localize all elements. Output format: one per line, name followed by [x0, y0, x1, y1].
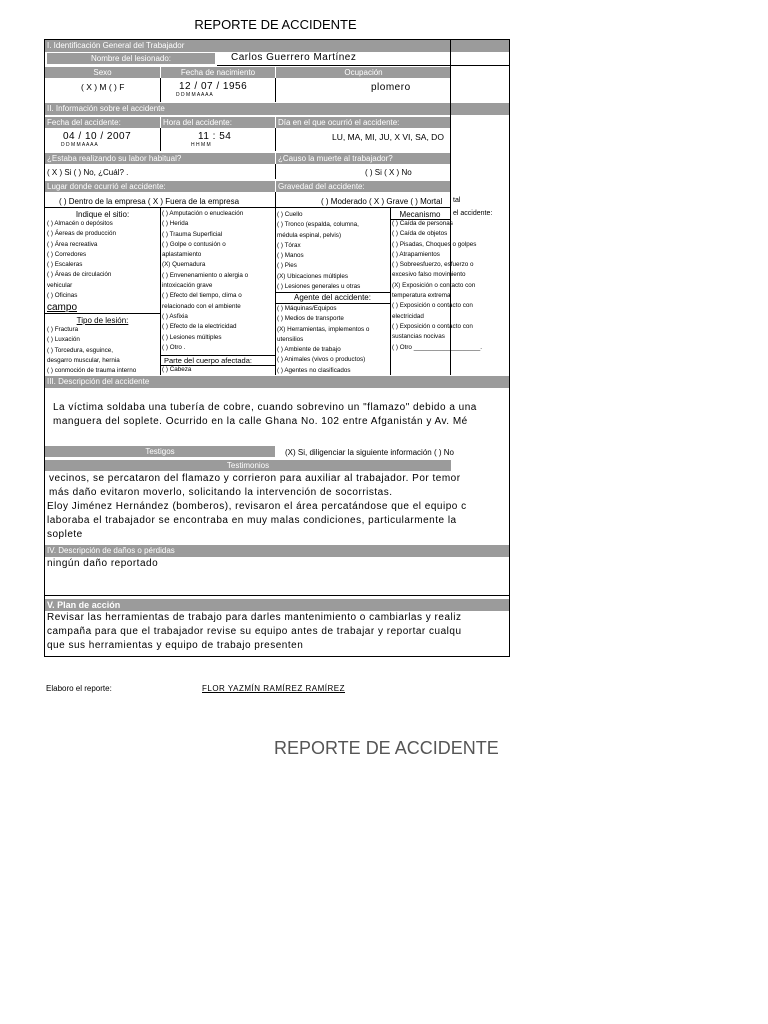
gravedad-label: Gravedad del accidente: — [276, 181, 451, 192]
list-item: ( ) Área recreativa — [47, 240, 98, 248]
gravedad-overflow: tal — [453, 197, 461, 204]
list-item: utensilios — [277, 335, 304, 343]
parte-item-cabeza: ( ) Cabeza — [162, 366, 192, 373]
list-item: ( ) Almacén o depósitos — [47, 220, 113, 227]
list-item: ( ) Lesiones generales u otras — [277, 283, 361, 291]
list-item: ( ) Tórax — [277, 241, 301, 249]
sexo-label: Sexo — [45, 67, 160, 78]
nombre-value: Carlos Guerrero Martínez — [231, 52, 357, 63]
muerte-label: ¿Causo la muerte al trabajador? — [276, 153, 451, 164]
testigos-value: (X) Si, diligenciar la siguiente información ( ) No — [285, 448, 454, 457]
tipo-lesion-header: Tipo de lesión: — [76, 316, 129, 325]
parte-cuerpo-header: Parte del cuerpo afectada: — [164, 356, 252, 365]
section-5-header-right — [451, 599, 509, 611]
muerte-value: ( ) Si ( X ) No — [365, 168, 412, 177]
list-item: aplastamiento — [162, 251, 202, 259]
sitio-list — [47, 219, 159, 301]
fecha-nac-value: 12 / 07 / 1956 — [179, 81, 248, 92]
habitual-value: ( X ) Si ( ) No, ¿Cuál? . — [47, 168, 129, 177]
ocupacion-value: plomero — [371, 82, 411, 93]
list-item: ( ) Sobreesfuerzo, esfuerzo o — [392, 261, 474, 269]
list-item: ( ) Exposición o contacto con — [392, 302, 473, 310]
section-3-header: III. Descripción del accidente — [45, 376, 451, 388]
gravedad-value: ( ) Moderado ( X ) Grave ( ) Mortal — [321, 197, 443, 206]
list-item: temperatura extrema — [392, 292, 451, 300]
dia-accidente-value: LU, MA, MI, JU, X VI, SA, DO — [332, 132, 444, 142]
ocupacion-label: Ocupación — [276, 67, 451, 78]
list-item: excesivo falso movimiento — [392, 271, 466, 279]
section-4-header: IV. Descripción de daños o pérdidas — [45, 545, 451, 557]
list-item: ( ) Envenenamiento o alergia o — [162, 271, 249, 279]
mecanismo-list — [392, 219, 508, 353]
lugar-value: ( ) Dentro de la empresa ( X ) Fuera de la empresa — [59, 197, 240, 206]
list-item: ( ) Asfixia — [162, 312, 188, 320]
list-item: ( ) Medios de transporte — [277, 315, 344, 323]
list-item: ( ) Atrapamientos — [392, 250, 440, 258]
list-item: ( ) Escaleras — [47, 261, 83, 269]
page-title: REPORTE DE ACCIDENTE — [194, 17, 357, 32]
list-item: ( ) Golpe o contusión o — [162, 240, 226, 248]
list-item: ( ) Amputación o enucleación — [162, 210, 244, 217]
testimonios-label: Testimonios — [45, 460, 451, 471]
list-item: ( ) Fractura — [47, 326, 79, 333]
list-item: vehicular — [47, 281, 73, 289]
list-item: ( ) Torcedura, esguince, — [47, 346, 114, 354]
section-4-header-right — [451, 545, 509, 557]
list-item: ( ) Oficinas — [47, 292, 78, 300]
testimonio-line: Eloy Jiménez Hernández (bomberos), revisaron el área percatándose que el equipo c — [47, 501, 467, 512]
section-5-header: V. Plan de acción — [45, 599, 451, 611]
hora-accidente-label: Hora del accidente: — [161, 117, 275, 128]
list-item: ( ) Ambiente de trabajo — [277, 346, 341, 354]
list-item: ( ) Caída de objetos — [392, 230, 448, 238]
testimonio-line: vecinos, se percataron del flamazo y corrieron para auxiliar al trabajador. Por temor — [49, 473, 461, 484]
list-item: ( ) Tronco (espalda, columna, — [277, 221, 359, 229]
agente-list — [277, 304, 389, 376]
fecha-accidente-value: 04 / 10 / 2007 — [63, 131, 132, 142]
list-item: (X) Exposición o contacto con — [392, 281, 476, 289]
fecha-nac-hint: D D M M A A A A — [176, 92, 213, 98]
list-item: ( ) Otro ___________________. — [392, 343, 482, 351]
list-item: ( ) Exposición o contacto con — [392, 322, 473, 330]
elaboro-value: FLOR YAZMÍN RAMÍREZ RAMÍREZ — [202, 684, 345, 693]
list-item: ( ) Efecto del tiempo, clima o — [162, 292, 242, 300]
list-item: ( ) Luxación — [47, 336, 80, 344]
list-item: ( ) Pies — [277, 262, 297, 270]
section-2-header: II. Información sobre el accidente — [45, 103, 451, 115]
testigos-label: Testigos — [45, 446, 275, 457]
list-item: médula espinal, pelvis) — [277, 231, 342, 239]
sitio-otro-value: campo — [47, 302, 78, 313]
list-item: ( ) Efecto de la electricidad — [162, 323, 237, 331]
section-1-header-right — [451, 40, 509, 52]
fecha-accidente-hint: D D M M A A A A — [61, 142, 98, 148]
plan-list — [47, 611, 508, 653]
sexo-value: ( X ) M ( ) F — [81, 82, 125, 92]
danos-value: ningún daño reportado — [47, 558, 159, 569]
plan-line: Revisar las herramientas de trabajo para darles mantenimiento o cambiarlas y realiz — [47, 612, 462, 623]
testimonio-line: laboraba el trabajador se encontraba en muy malas condiciones, particularmente la — [47, 515, 457, 526]
list-item: ( ) Pisadas, Choques o golpes — [392, 240, 477, 248]
section-3-header-right — [451, 376, 509, 388]
fecha-nac-label: Fecha de nacimiento — [161, 67, 275, 78]
list-item: ( ) Animales (vivos o productos) — [277, 356, 366, 364]
testimonios-list — [47, 472, 508, 542]
lugar-label: Lugar donde ocurrió el accidente: — [45, 181, 275, 192]
plan-line: campaña para que el trabajador revise su equipo antes de trabajar y reportar cualqu — [47, 626, 462, 637]
fecha-accidente-label: Fecha del accidente: — [45, 117, 160, 128]
list-item: ( ) Cuello — [277, 211, 303, 218]
list-item: ( ) Corredores — [47, 250, 87, 258]
sitio-header: Indique el sitio: — [75, 210, 130, 219]
mecanismo-overflow: el accidente: — [453, 210, 493, 217]
list-item: electricidad — [392, 312, 424, 320]
testimonio-line: más daño evitaron moverlo, solicitando la intervención de socorristas. — [49, 487, 393, 498]
list-item: ( ) Trauma Superficial — [162, 230, 223, 238]
mecanismo-header: Mecanismo — [399, 210, 441, 219]
list-item: ( ) Lesiones múltiples — [162, 333, 222, 341]
hora-accidente-hint: H H M M — [191, 142, 211, 148]
list-item: ( ) Áreas de circulación — [47, 271, 112, 279]
list-item: ( ) Máquinas/Equipos — [277, 305, 337, 312]
hora-accidente-value: 11 : 54 — [198, 131, 232, 142]
list-item: ( ) Herida — [162, 220, 189, 228]
tipo-lesion-list — [47, 325, 159, 376]
testimonio-line: soplete — [47, 529, 83, 540]
list-item: relacionado con el ambiente — [162, 302, 241, 310]
nombre-label: Nombre del lesionado: — [47, 53, 215, 64]
lesion-list — [162, 209, 274, 353]
section-1-header: I. Identificación General del Trabajador — [45, 40, 451, 52]
list-item: ( ) Agentes no clasificados — [277, 366, 351, 374]
list-item: (X) Ubicaciones múltiples — [277, 272, 349, 280]
plan-line: que sus herramientas y equipo de trabajo presenten — [47, 640, 304, 651]
list-item: ( ) Manos — [277, 252, 304, 260]
dia-accidente-label: Día en el que ocurrió el accidente: — [276, 117, 451, 128]
list-item: intoxicación grave — [162, 282, 213, 290]
elaboro-label: Elaboro el reporte: — [46, 684, 112, 693]
list-item: sustancias nocivas — [392, 333, 445, 341]
accident-report-form — [44, 39, 510, 657]
agente-header: Agente del accidente: — [294, 293, 371, 302]
list-item: ( ) Áereas de producción — [47, 230, 116, 238]
cuerpo-list — [277, 210, 389, 292]
list-item: desgarro muscular, hernia — [47, 356, 120, 364]
section-2-header-right — [451, 103, 509, 115]
list-item: (X) Quemadura — [162, 261, 206, 269]
list-item: ( ) Caída de personas — [392, 220, 453, 227]
descripcion-line-2: manguera del soplete. Ocurrido en la calle Ghana No. 102 entre Afganistán y Av. Mé — [53, 416, 468, 427]
list-item: (X) Herramientas, implementos o — [277, 325, 370, 333]
descripcion-line-1: La víctima soldaba una tubería de cobre, cuando sobrevino un "flamazo" debido a una — [53, 402, 477, 413]
habitual-label: ¿Estaba realizando su labor habitual? — [45, 153, 275, 164]
big-title: REPORTE DE ACCIDENTE — [274, 738, 499, 758]
list-item: ( ) conmoción de trauma interno — [47, 367, 137, 375]
list-item: ( ) Otro . — [162, 343, 186, 351]
